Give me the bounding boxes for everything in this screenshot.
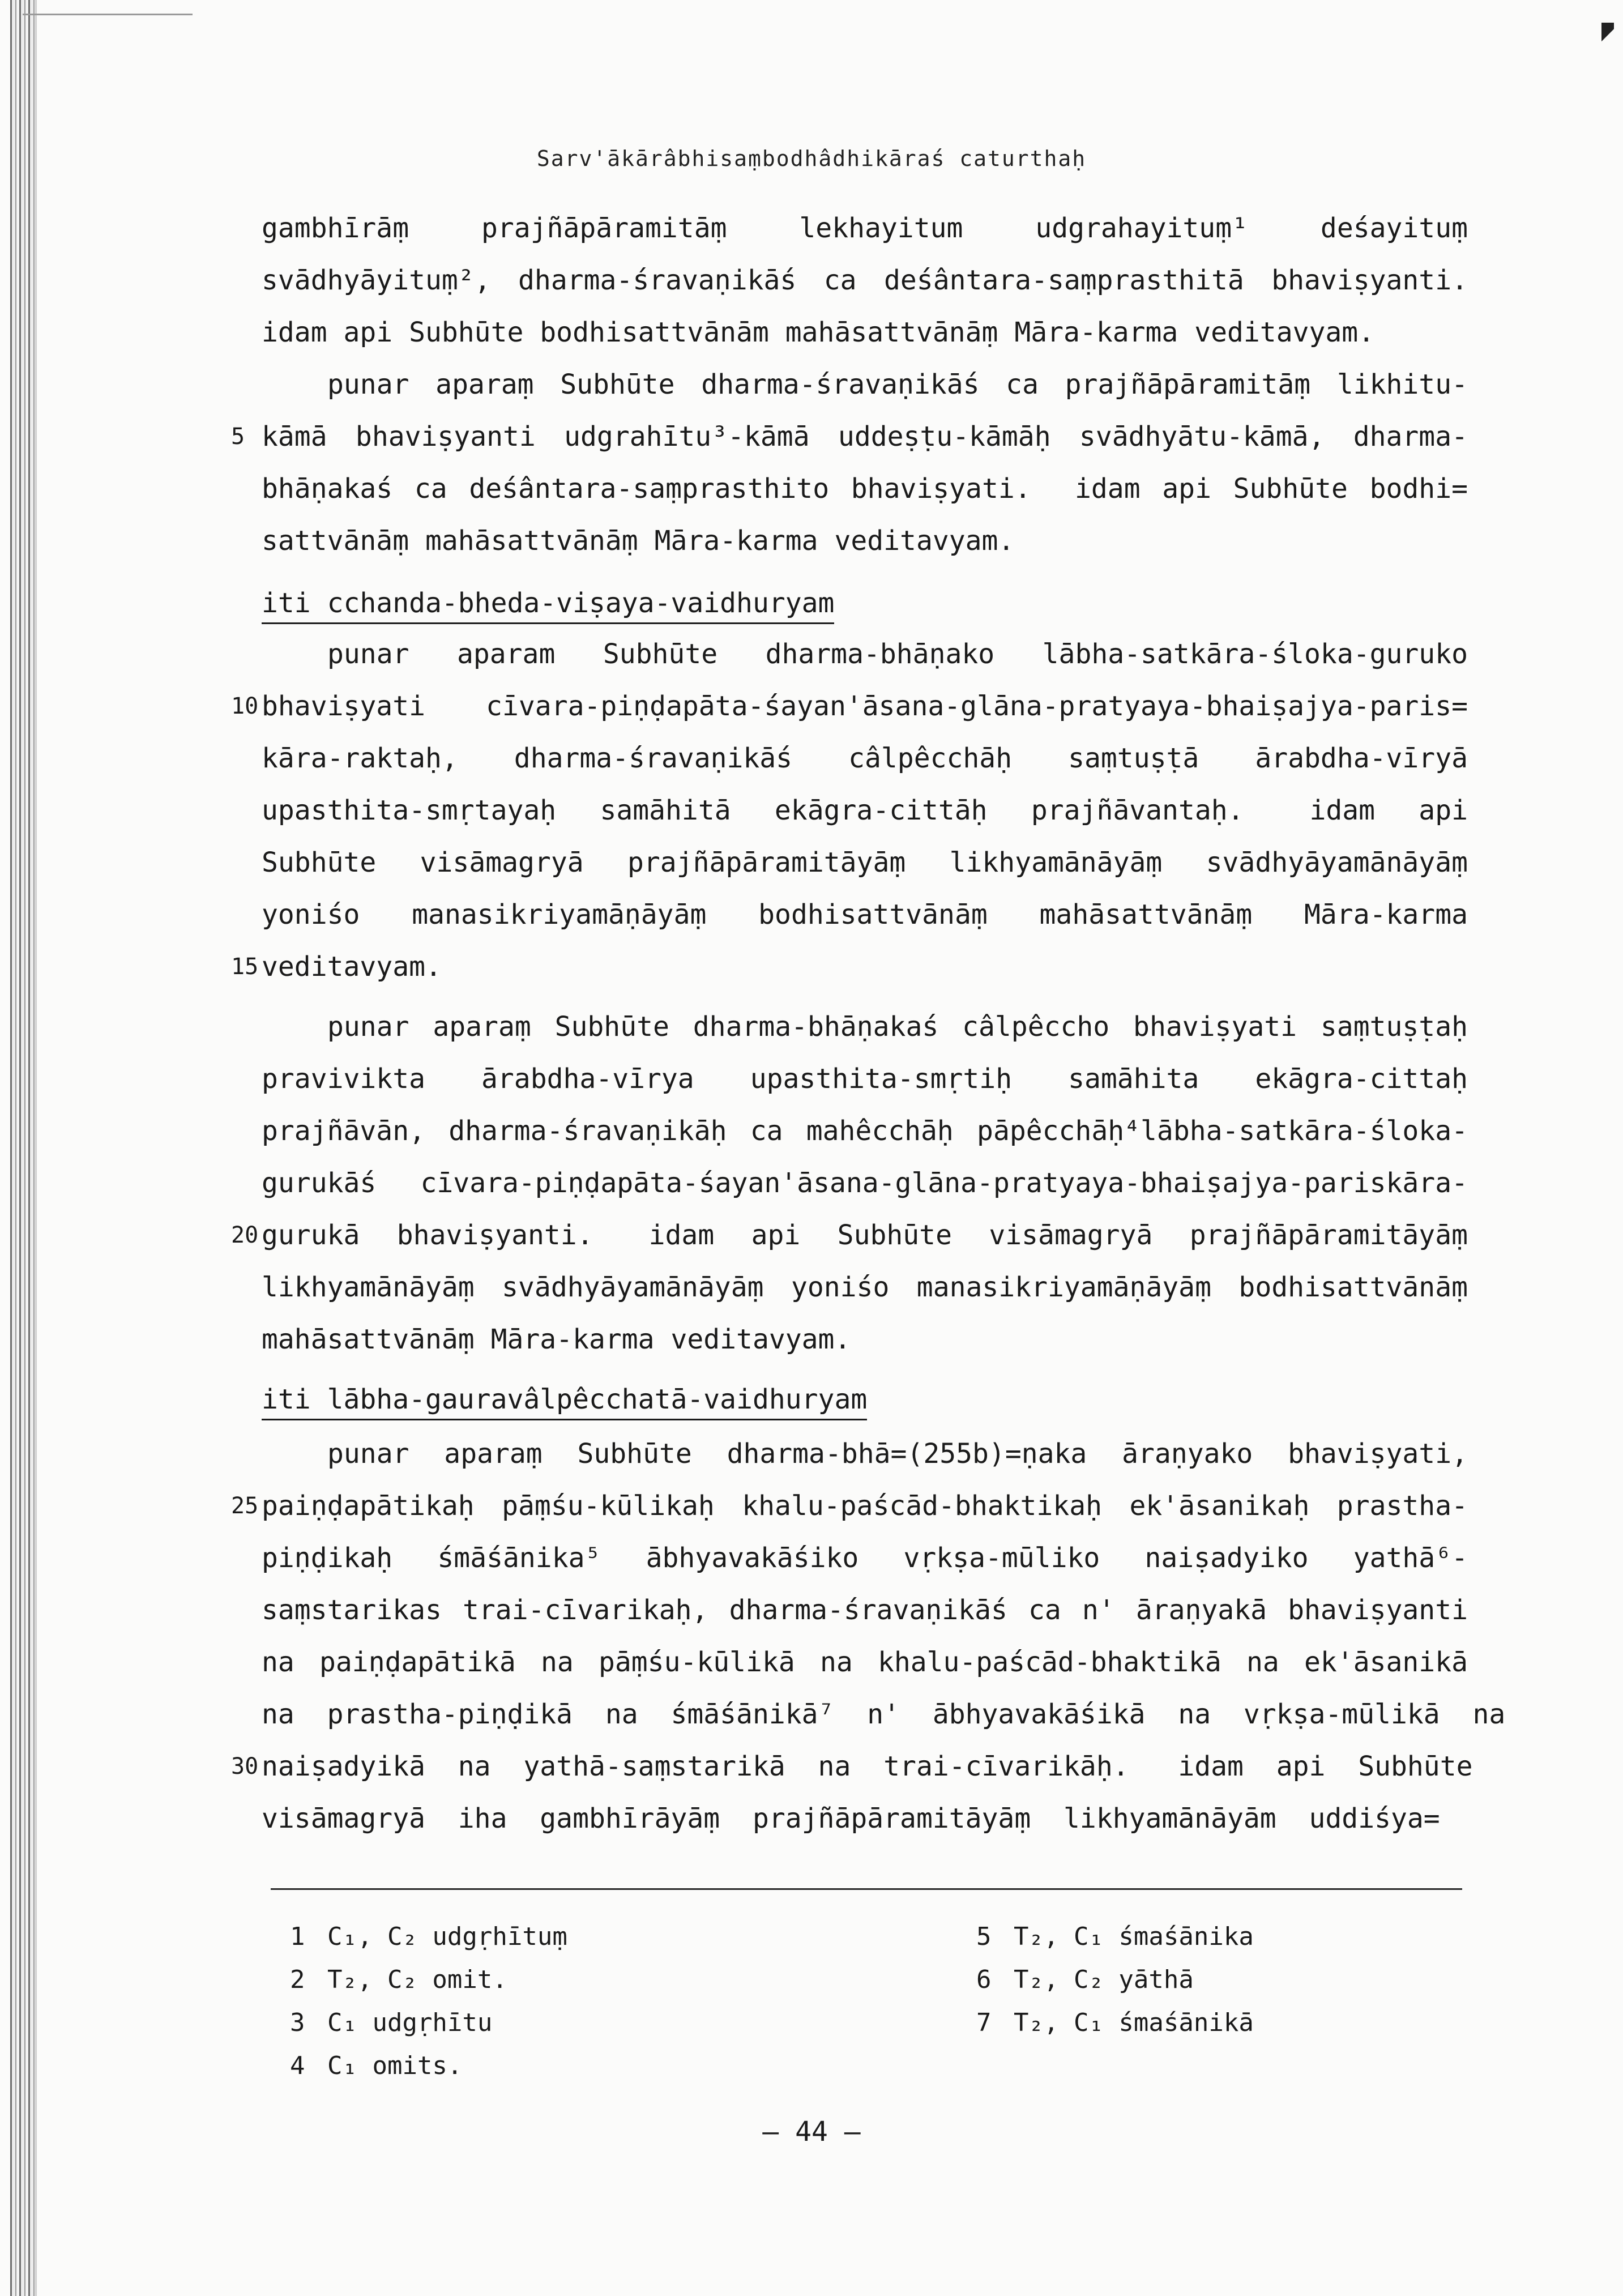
text-line: naiṣadyikā na yathā-saṃstarikā na trai-cīvarikāḥ. idam api Subhūte xyxy=(262,1751,1473,1782)
footnote-text: C₁, C₂ udgṛhītuṃ xyxy=(327,1922,567,1951)
section-heading xyxy=(262,1380,1468,1419)
page-number: — 44 — xyxy=(762,2116,861,2148)
text-line: bhaviṣyati cīvara-piṇḍapāta-śayan'āsana-glāna-pratyaya-bhaiṣajya-paris= xyxy=(262,690,1468,722)
text-line: paiṇḍapātikaḥ pāṃśu-kūlikaḥ khalu-paścād-bhaktikaḥ ek'āsanikaḥ prastha- xyxy=(262,1490,1468,1522)
text-line: punar aparaṃ Subhūte dharma-bhāṇakaś câlpêccho bhaviṣyati saṃtuṣṭaḥ xyxy=(327,1011,1468,1043)
footnote-text: T₂, C₂ yāthā xyxy=(1014,1965,1194,1994)
footnote-text: C₁ omits. xyxy=(327,2051,463,2080)
text-line: prajñāvān, dharma-śravaṇikāḥ ca mahêcchāḥ pāpêcchāḥ⁴lābha-satkāra-śloka- xyxy=(262,1115,1468,1147)
section-heading xyxy=(262,583,1468,623)
binding-edge-shadow xyxy=(10,0,35,2296)
text-line: na prastha-piṇḍikā na śmāśānikā⁷ n' ābhyavakāśikā na vṛkṣa-mūlikā na xyxy=(262,1698,1506,1730)
line-number: 30 xyxy=(231,1753,259,1779)
text-line: saṃstarikas trai-cīvarikaḥ, dharma-śravaṇikāś ca n' āraṇyakā bhaviṣyanti xyxy=(262,1594,1468,1626)
text-line: svādhyāyituṃ², dharma-śravaṇikāś ca deśântara-saṃprasthitā bhaviṣyanti. xyxy=(262,264,1468,296)
text-line: visāmagryā iha gambhīrāyāṃ prajñāpāramitāyāṃ likhyamānāyām uddiśya= xyxy=(262,1803,1440,1834)
text-line: na paiṇḍapātikā na pāṃśu-kūlikā na khalu-paścād-bhaktikā na ek'āsanikā xyxy=(262,1646,1468,1678)
text-line: punar aparaṃ Subhūte dharma-bhā=(255b)=ṇaka āraṇyako bhaviṣyati, xyxy=(327,1438,1468,1470)
footnote-number: 5 xyxy=(976,1922,992,1951)
text-line: punar aparam Subhūte dharma-bhāṇako lābha-satkāra-śloka-guruko xyxy=(327,638,1468,670)
text-line: likhyamānāyāṃ svādhyāyamānāyāṃ yoniśo manasikriyamāṇāyāṃ bodhisattvānāṃ xyxy=(262,1271,1468,1303)
line-number: 20 xyxy=(231,1222,259,1248)
text-line: punar aparaṃ Subhūte dharma-śravaṇikāś ca prajñāpāramitāṃ likhitu- xyxy=(327,369,1468,400)
footnote-text: T₂, C₂ omit. xyxy=(327,1965,507,1994)
line-number: 15 xyxy=(231,954,259,980)
footnote-text: C₁ udgṛhītu xyxy=(327,2008,493,2037)
text-line: Subhūte visāmagryā prajñāpāramitāyāṃ likhyamānāyāṃ svādhyāyamānāyāṃ xyxy=(262,847,1468,878)
text-line: sattvānāṃ mahāsattvānāṃ Māra-karma veditavyam. xyxy=(262,525,1015,557)
footnote xyxy=(976,2006,1254,2040)
footnote-number: 7 xyxy=(976,2008,992,2037)
running-head: Sarv'ākārâbhisaṃbodhâdhikāraś caturthaḥ xyxy=(536,146,1087,171)
text-line: pravivikta ārabdha-vīrya upasthita-smṛtiḥ samāhita ekāgra-cittaḥ xyxy=(262,1063,1468,1095)
section-heading-text: iti lābha-gauravâlpêcchatā-vaidhuryam xyxy=(262,1384,867,1420)
text-line: kāmā bhaviṣyanti udgrahītu³-kāmā uddeṣṭu-kāmāḥ svādhyātu-kāmā, dharma- xyxy=(262,421,1468,453)
text-line: gurukā bhaviṣyanti. idam api Subhūte visāmagryā prajñāpāramitāyāṃ xyxy=(262,1219,1468,1251)
footnote-separator xyxy=(271,1888,1462,1890)
text-line: piṇḍikaḥ śmāśānika⁵ ābhyavakāśiko vṛkṣa-mūliko naiṣadyiko yathā⁶- xyxy=(262,1542,1468,1574)
footnote xyxy=(290,2049,462,2083)
footnote xyxy=(290,2006,492,2040)
text-line: gambhīrāṃ prajñāpāramitāṃ lekhayitum udgrahayituṃ¹ deśayituṃ xyxy=(262,212,1468,244)
footnote-text: T₂, C₁ śmaśānikā xyxy=(1014,2008,1254,2037)
text-line: idam api Subhūte bodhisattvānām mahāsattvānāṃ Māra-karma veditavyam. xyxy=(262,317,1375,348)
binding-edge-line xyxy=(35,0,37,2296)
text-line: kāra-raktaḥ, dharma-śravaṇikāś câlpêcchāḥ saṃtuṣṭā ārabdha-vīryā xyxy=(262,742,1468,774)
section-heading-text: iti cchanda-bheda-viṣaya-vaidhuryam xyxy=(262,587,834,624)
footnote-text: T₂, C₁ śmaśānika xyxy=(1014,1922,1254,1951)
line-number: 5 xyxy=(231,424,245,450)
footnote-number: 6 xyxy=(976,1965,992,1994)
footnote xyxy=(290,1963,507,1997)
line-number: 25 xyxy=(231,1493,259,1519)
scan-corner-mark xyxy=(1601,23,1614,57)
text-line: veditavyam. xyxy=(262,951,442,983)
footnote xyxy=(290,1920,567,1954)
footnote-number: 4 xyxy=(290,2051,305,2080)
footnote-number: 2 xyxy=(290,1965,305,1994)
footnote xyxy=(976,1920,1254,1954)
text-line: upasthita-smṛtayaḥ samāhitā ekāgra-cittāḥ prajñāvantaḥ. idam api xyxy=(262,795,1468,826)
scan-top-rule xyxy=(23,14,193,15)
text-line: yoniśo manasikriyamāṇāyāṃ bodhisattvānāṃ mahāsattvānāṃ Māra-karma xyxy=(262,899,1468,931)
footnote xyxy=(976,1963,1194,1997)
text-line: gurukāś cīvara-piṇḍapāta-śayan'āsana-glāna-pratyaya-bhaiṣajya-pariskāra- xyxy=(262,1167,1468,1199)
footnote-number: 1 xyxy=(290,1922,305,1951)
footnote-number: 3 xyxy=(290,2008,305,2037)
text-line: bhāṇakaś ca deśântara-saṃprasthito bhaviṣyati. idam api Subhūte bodhi= xyxy=(262,473,1468,505)
text-line: mahāsattvānāṃ Māra-karma veditavyam. xyxy=(262,1324,851,1355)
line-number: 10 xyxy=(231,693,259,719)
